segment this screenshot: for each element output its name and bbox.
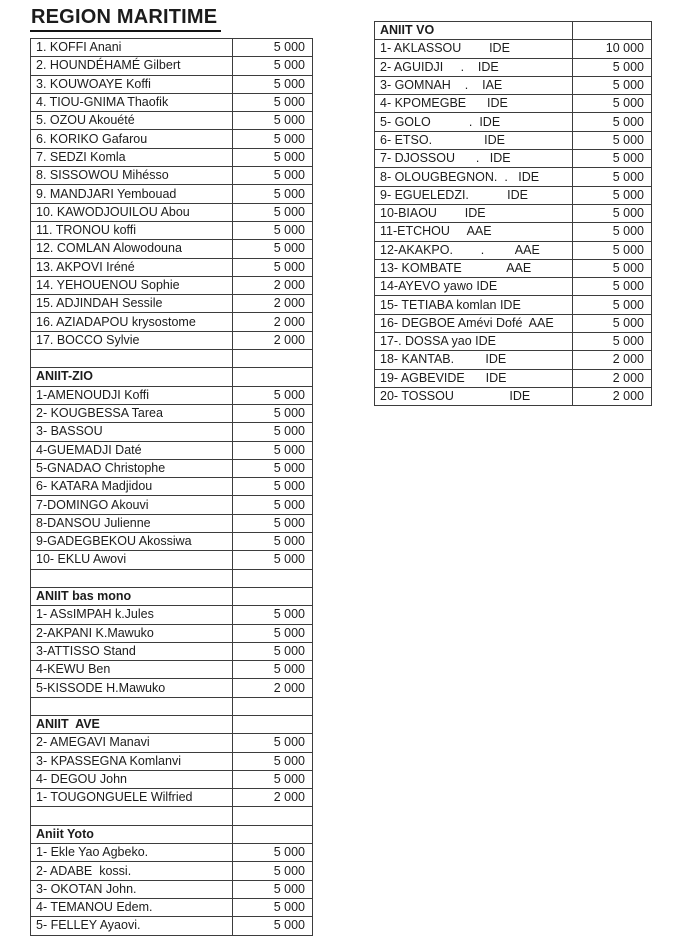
- name-cell: 9-GADEGBEKOU Akossiwa: [31, 533, 233, 551]
- spacer-row: [31, 697, 313, 715]
- name-cell: 9- EGUELEDZI. IDE: [375, 186, 573, 204]
- table-row: [375, 333, 652, 351]
- name-cell: 11. TRONOU koffi: [31, 221, 233, 239]
- amount-cell: 5 000: [233, 752, 313, 770]
- table-row: [375, 113, 652, 131]
- amount-cell: 5 000: [573, 168, 652, 186]
- section-header-row: [31, 368, 313, 386]
- section-header-row: [31, 825, 313, 843]
- name-cell: 3- GOMNAH . IAE: [375, 76, 573, 94]
- name-cell: 2- KOUGBESSA Tarea: [31, 404, 233, 422]
- name-cell: 14. YEHOUENOU Sophie: [31, 276, 233, 294]
- amount-cell: 5 000: [233, 240, 313, 258]
- table-row: [31, 496, 313, 514]
- table-row: [31, 404, 313, 422]
- section-header-row: [31, 587, 313, 605]
- amount-cell: 5 000: [573, 186, 652, 204]
- name-cell: 19- AGBEVIDE IDE: [375, 369, 573, 387]
- amount-cell: 5 000: [233, 551, 313, 569]
- amount-cell: 5 000: [233, 75, 313, 93]
- name-cell: [31, 350, 233, 368]
- name-cell: 2- ADABE kossi.: [31, 862, 233, 880]
- amount-cell: 5 000: [573, 259, 652, 277]
- table-row: [31, 844, 313, 862]
- amount-cell: 5 000: [233, 57, 313, 75]
- name-cell: 5- GOLO . IDE: [375, 113, 573, 131]
- amount-cell: 5 000: [233, 93, 313, 111]
- table-row: [375, 150, 652, 168]
- section-header-row: [31, 715, 313, 733]
- name-cell: 4-KEWU Ben: [31, 661, 233, 679]
- amount-cell: 5 000: [573, 113, 652, 131]
- amount-cell: 5 000: [573, 241, 652, 259]
- amount-cell: 5 000: [233, 258, 313, 276]
- table-row: [31, 661, 313, 679]
- amount-cell: 5 000: [233, 734, 313, 752]
- name-cell: 4- KPOMEGBE IDE: [375, 95, 573, 113]
- table-row: [375, 168, 652, 186]
- table-row: [31, 39, 313, 57]
- amount-cell: 2 000: [233, 295, 313, 313]
- name-cell: 15. ADJINDAH Sessile: [31, 295, 233, 313]
- table-row: [31, 752, 313, 770]
- amount-cell: 5 000: [233, 39, 313, 57]
- spacer-row: [31, 807, 313, 825]
- table-row: [31, 167, 313, 185]
- amount-cell: 5 000: [573, 76, 652, 94]
- name-cell: 4-GUEMADJI Daté: [31, 441, 233, 459]
- amount-cell: 5 000: [573, 95, 652, 113]
- table-row: [375, 387, 652, 405]
- amount-cell: 5 000: [233, 624, 313, 642]
- table-row: [31, 203, 313, 221]
- table-row: [31, 551, 313, 569]
- name-cell: 16. AZIADAPOU krysostome: [31, 313, 233, 331]
- table-row: [31, 533, 313, 551]
- name-cell: 13- KOMBATE AAE: [375, 259, 573, 277]
- amount-cell: 5 000: [573, 131, 652, 149]
- name-cell: 10. KAWODJOUILOU Abou: [31, 203, 233, 221]
- name-cell: 2- AGUIDJI . IDE: [375, 58, 573, 76]
- right-table-aniit-vo: [374, 21, 652, 406]
- table-row: [375, 314, 652, 332]
- amount-cell: 5 000: [233, 898, 313, 916]
- table-row: [31, 75, 313, 93]
- amount-cell: 5 000: [233, 862, 313, 880]
- name-cell: 7-DOMINGO Akouvi: [31, 496, 233, 514]
- page-title: REGION MARITIME: [30, 6, 221, 32]
- table-row: [375, 40, 652, 58]
- name-cell: 4. TIOU-GNIMA Thaofik: [31, 93, 233, 111]
- amount-cell: 2 000: [233, 789, 313, 807]
- name-cell: 9. MANDJARI Yembouad: [31, 185, 233, 203]
- table-row: [31, 679, 313, 697]
- name-cell: 4- TEMANOU Edem.: [31, 898, 233, 916]
- name-cell: 3-ATTISSO Stand: [31, 642, 233, 660]
- amount-cell: 5 000: [233, 478, 313, 496]
- table-row: [31, 130, 313, 148]
- name-cell: 18- KANTAB. IDE: [375, 351, 573, 369]
- left-table: [30, 38, 313, 936]
- name-cell: 12. COMLAN Alowodouna: [31, 240, 233, 258]
- table-row: [375, 76, 652, 94]
- amount-cell: 5 000: [233, 642, 313, 660]
- name-cell: 7. SEDZI Komla: [31, 148, 233, 166]
- table-row: [31, 386, 313, 404]
- section-header-cell: ANIIT VO: [375, 22, 573, 40]
- table-row: [31, 789, 313, 807]
- name-cell: 1- AKLASSOU IDE: [375, 40, 573, 58]
- left-column: [30, 6, 313, 936]
- name-cell: 11-ETCHOU AAE: [375, 223, 573, 241]
- amount-cell: 5 000: [573, 333, 652, 351]
- name-cell: 4- DEGOU John: [31, 770, 233, 788]
- table-row: [31, 770, 313, 788]
- amount-cell: 5 000: [233, 880, 313, 898]
- amount-cell: 5 000: [233, 130, 313, 148]
- amount-cell: 2 000: [233, 679, 313, 697]
- amount-cell: [233, 825, 313, 843]
- table-row: [375, 296, 652, 314]
- amount-cell: 5 000: [233, 661, 313, 679]
- name-cell: 1-AMENOUDJI Koffi: [31, 386, 233, 404]
- table-row: [31, 734, 313, 752]
- amount-cell: 5 000: [233, 770, 313, 788]
- table-row: [31, 917, 313, 935]
- table-row: [31, 606, 313, 624]
- name-cell: 12-AKAKPO. . AAE: [375, 241, 573, 259]
- amount-cell: 5 000: [233, 148, 313, 166]
- amount-cell: 5 000: [233, 514, 313, 532]
- table-row: [31, 459, 313, 477]
- name-cell: 14-AYEVO yawo IDE: [375, 278, 573, 296]
- amount-cell: [233, 350, 313, 368]
- section-header-cell: ANIIT-ZIO: [31, 368, 233, 386]
- name-cell: 8. SISSOWOU Mihésso: [31, 167, 233, 185]
- amount-cell: 5 000: [573, 278, 652, 296]
- amount-cell: 5 000: [233, 917, 313, 935]
- right-column: [374, 21, 652, 406]
- table-row: [31, 423, 313, 441]
- amount-cell: 5 000: [233, 496, 313, 514]
- amount-cell: 5 000: [233, 844, 313, 862]
- name-cell: 17. BOCCO Sylvie: [31, 331, 233, 349]
- table-row: [31, 880, 313, 898]
- table-row: [31, 331, 313, 349]
- amount-cell: 2 000: [573, 369, 652, 387]
- amount-cell: 2 000: [233, 331, 313, 349]
- amount-cell: 2 000: [233, 313, 313, 331]
- table-row: [31, 313, 313, 331]
- spacer-row: [31, 350, 313, 368]
- table-row: [31, 624, 313, 642]
- name-cell: [31, 807, 233, 825]
- amount-cell: 5 000: [233, 221, 313, 239]
- amount-cell: 10 000: [573, 40, 652, 58]
- table-row: [31, 295, 313, 313]
- name-cell: 17-. DOSSA yao IDE: [375, 333, 573, 351]
- table-row: [375, 241, 652, 259]
- name-cell: 8-DANSOU Julienne: [31, 514, 233, 532]
- table-row: [31, 148, 313, 166]
- name-cell: [31, 569, 233, 587]
- table-row: [375, 351, 652, 369]
- amount-cell: 5 000: [233, 386, 313, 404]
- section-header-row: [375, 22, 652, 40]
- amount-cell: [233, 569, 313, 587]
- amount-cell: [573, 22, 652, 40]
- name-cell: 1- Ekle Yao Agbeko.: [31, 844, 233, 862]
- section-header-cell: Aniit Yoto: [31, 825, 233, 843]
- name-cell: 3- BASSOU: [31, 423, 233, 441]
- amount-cell: 5 000: [233, 533, 313, 551]
- amount-cell: [233, 807, 313, 825]
- name-cell: 3- OKOTAN John.: [31, 880, 233, 898]
- table-row: [31, 862, 313, 880]
- amount-cell: 5 000: [573, 223, 652, 241]
- name-cell: 5-GNADAO Christophe: [31, 459, 233, 477]
- amount-cell: 5 000: [573, 150, 652, 168]
- table-row: [31, 185, 313, 203]
- name-cell: 3. KOUWOAYE Koffi: [31, 75, 233, 93]
- amount-cell: [233, 368, 313, 386]
- name-cell: 2- AMEGAVI Manavi: [31, 734, 233, 752]
- amount-cell: 5 000: [573, 58, 652, 76]
- amount-cell: 5 000: [233, 441, 313, 459]
- table-row: [375, 278, 652, 296]
- name-cell: 6. KORIKO Gafarou: [31, 130, 233, 148]
- amount-cell: [233, 715, 313, 733]
- table-row: [31, 57, 313, 75]
- name-cell: 10-BIAOU IDE: [375, 204, 573, 222]
- amount-cell: 5 000: [233, 404, 313, 422]
- table-row: [31, 93, 313, 111]
- table-row: [375, 204, 652, 222]
- table-row: [31, 478, 313, 496]
- table-row: [31, 276, 313, 294]
- amount-cell: 5 000: [573, 296, 652, 314]
- name-cell: 6- KATARA Madjidou: [31, 478, 233, 496]
- amount-cell: [233, 587, 313, 605]
- name-cell: 3- KPASSEGNA Komlanvi: [31, 752, 233, 770]
- amount-cell: 5 000: [573, 204, 652, 222]
- name-cell: 5-KISSODE H.Mawuko: [31, 679, 233, 697]
- name-cell: 2-AKPANI K.Mawuko: [31, 624, 233, 642]
- section-header-cell: ANIIT AVE: [31, 715, 233, 733]
- name-cell: 20- TOSSOU IDE: [375, 387, 573, 405]
- table-row: [31, 240, 313, 258]
- table-row: [375, 186, 652, 204]
- amount-cell: [233, 697, 313, 715]
- table-row: [31, 441, 313, 459]
- name-cell: 5. OZOU Akouété: [31, 112, 233, 130]
- name-cell: 5- FELLEY Ayaovi.: [31, 917, 233, 935]
- name-cell: 2. HOUNDÉHAMÉ Gilbert: [31, 57, 233, 75]
- table-row: [31, 642, 313, 660]
- amount-cell: 2 000: [573, 351, 652, 369]
- amount-cell: 5 000: [233, 203, 313, 221]
- amount-cell: 2 000: [233, 276, 313, 294]
- name-cell: 1- ASsIMPAH k.Jules: [31, 606, 233, 624]
- amount-cell: 5 000: [233, 606, 313, 624]
- table-row: [31, 898, 313, 916]
- name-cell: 15- TETIABA komlan IDE: [375, 296, 573, 314]
- table-row: [375, 369, 652, 387]
- name-cell: 1. KOFFI Anani: [31, 39, 233, 57]
- amount-cell: 5 000: [233, 112, 313, 130]
- table-row: [375, 95, 652, 113]
- name-cell: 8- OLOUGBEGNON. . IDE: [375, 168, 573, 186]
- name-cell: 10- EKLU Awovi: [31, 551, 233, 569]
- amount-cell: 5 000: [233, 185, 313, 203]
- table-row: [375, 131, 652, 149]
- name-cell: 16- DEGBOE Amévi Dofé AAE: [375, 314, 573, 332]
- table-row: [31, 112, 313, 130]
- name-cell: 7- DJOSSOU . IDE: [375, 150, 573, 168]
- amount-cell: 5 000: [233, 459, 313, 477]
- amount-cell: 5 000: [233, 167, 313, 185]
- table-row: [375, 58, 652, 76]
- amount-cell: 5 000: [573, 314, 652, 332]
- table-row: [31, 221, 313, 239]
- amount-cell: 5 000: [233, 423, 313, 441]
- spacer-row: [31, 569, 313, 587]
- name-cell: 1- TOUGONGUELE Wilfried: [31, 789, 233, 807]
- table-row: [31, 258, 313, 276]
- amount-cell: 2 000: [573, 387, 652, 405]
- name-cell: [31, 697, 233, 715]
- table-row: [375, 259, 652, 277]
- table-row: [375, 223, 652, 241]
- table-row: [31, 514, 313, 532]
- name-cell: 13. AKPOVI Iréné: [31, 258, 233, 276]
- name-cell: 6- ETSO. IDE: [375, 131, 573, 149]
- section-header-cell: ANIIT bas mono: [31, 587, 233, 605]
